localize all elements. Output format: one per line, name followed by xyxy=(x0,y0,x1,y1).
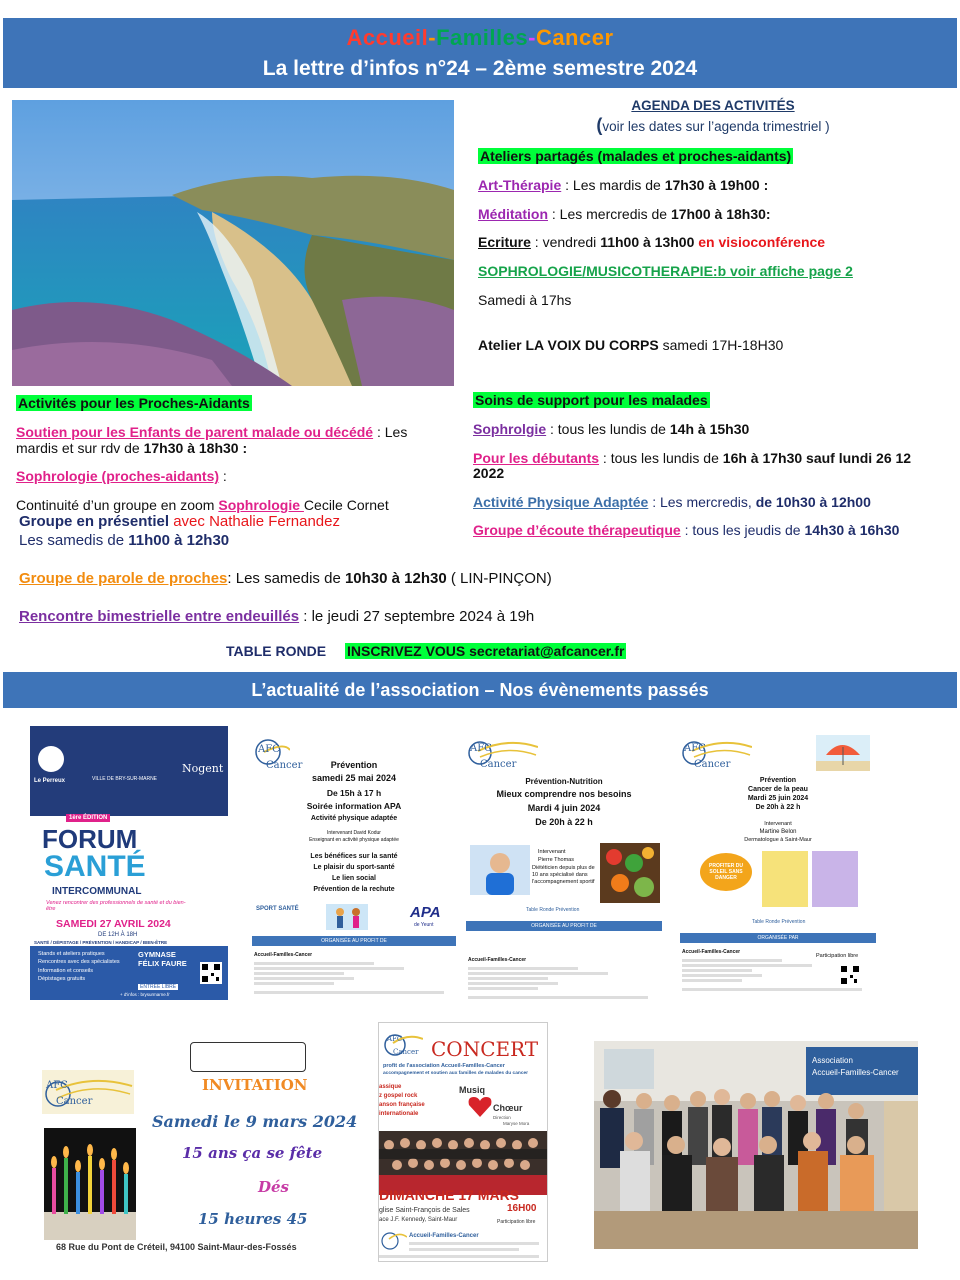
edition-badge: 1ère ÉDITION xyxy=(66,814,110,822)
soutien-enfants-line2: mardis et sur rdv de 17h30 à 18h30 : xyxy=(16,440,248,456)
soins-debutants-year: 2022 xyxy=(473,465,505,481)
invitation-date: Samedi le 9 mars 2024 xyxy=(152,1112,358,1131)
sophrologie-zoom-link[interactable]: Sophrologie xyxy=(218,497,304,513)
brand-part: Cancer xyxy=(535,25,614,50)
soins-support-title: Soins de support pour les malades xyxy=(475,392,708,408)
entree-libre: ENTRÉE LIBRE xyxy=(140,984,177,990)
groupe-presentiel: Groupe en présentiel avec Nathalie Fernandez xyxy=(19,513,340,530)
poster-enseignant: Enseignant en activité physique adaptée xyxy=(309,837,399,843)
poster-subtitle: Cancer de la peau xyxy=(748,786,808,793)
agenda-sophro-musico xyxy=(478,263,853,279)
groupe-ecoute-link[interactable]: Groupe d’écoute thérapeutique xyxy=(473,522,681,538)
assoc-details xyxy=(468,965,660,1001)
agenda-subtitle: (voir les dates sur l’agenda trimestriel ) xyxy=(596,115,830,135)
poster-activite: Activité physique adaptée xyxy=(310,815,398,822)
concert-genres: assique z gospel rock anson française internationale xyxy=(379,1084,425,1117)
forum-sante-poster xyxy=(30,726,228,1000)
organise-bar: ORGANISÉE AU PROFIT DE xyxy=(252,936,456,946)
poster-title: Prévention xyxy=(759,777,797,784)
ecriture-link[interactable]: Ecriture xyxy=(478,234,531,250)
concert-sub: accompagnement et soutien aux familles de malades du cancer xyxy=(383,1071,529,1076)
info-panel xyxy=(812,851,858,907)
afc-logo-text: AFC xyxy=(387,1035,403,1043)
group-photo-sign: Association xyxy=(812,1056,853,1065)
exercise-illustration xyxy=(322,900,372,934)
invitation-line: Dés xyxy=(258,1178,289,1196)
town-name: Le Perreux xyxy=(34,778,66,784)
birthday-candles-image xyxy=(44,1128,136,1240)
apa-link[interactable]: Activité Physique Adaptée xyxy=(473,494,649,510)
poster-date: Mardi 4 juin 2024 xyxy=(527,803,601,813)
intervenant-name: Martine Belon xyxy=(759,829,797,835)
choir-photo xyxy=(379,1131,547,1195)
soins-debutants: Pour les débutants : tous les lundis de 16h à 17h30 sauf lundi 26 12 xyxy=(473,450,912,466)
musique-word: Musiq xyxy=(459,1085,485,1095)
rencontre-endeuilles: Rencontre bimestrielle entre endeuillés : le jeudi 27 septembre 2024 à 19h xyxy=(19,608,535,625)
agenda-ecriture: Ecriture : vendredi 11h00 à 13h00 en visioconférence xyxy=(478,234,826,250)
soins-sophrologie: Sophrolgie : tous les lundis de 14h à 15h30 xyxy=(473,421,750,437)
assoc-details xyxy=(409,1242,539,1245)
afc-logo xyxy=(42,1070,134,1114)
forum-topics: SANTÉ / DÉPISTAGE / PRÉVENTION / HANDICAP / BIEN-ÊTRE xyxy=(34,940,168,945)
invitation-line: 15 ans ça se fête xyxy=(182,1144,323,1162)
assoc-name: Accueil-Familles-Cancer xyxy=(254,952,313,958)
poster-soiree: Soirée information APA xyxy=(306,801,402,811)
intervenant-role: Dermatologue à Saint-Maur xyxy=(744,837,812,843)
inscription-email[interactable]: INSCRIVEZ VOUS secretariat@afcancer.fr xyxy=(347,643,625,659)
news-banner: L’actualité de l’association – Nos évènements passés xyxy=(3,672,957,708)
sante-word: SANTÉ xyxy=(44,850,146,883)
concert-date: DIMANCHE 17 MARS xyxy=(379,1187,520,1203)
organise-bar: ORGANISÉE AU PROFIT DE xyxy=(466,921,662,931)
forum-infos: + d'infos : brysurmarne.fr xyxy=(120,992,170,997)
vegetables-photo xyxy=(600,843,660,903)
choeur-word: Chœur xyxy=(493,1103,523,1113)
afc-logo-text: Cancer xyxy=(56,1096,93,1107)
sophrologie-malades-link[interactable]: Sophrolgie xyxy=(473,421,547,437)
invitation-line: 15 heures 45 xyxy=(198,1210,308,1228)
gym-name: FÉLIX FAURE xyxy=(138,959,187,968)
forum-tagline: Venez rencontrer des professionnels de santé et du bien-être xyxy=(46,900,186,912)
gym-name: GYMNASE xyxy=(138,950,176,959)
beach-umbrella-image xyxy=(816,735,870,771)
poster-hours: De 20h à 22 h xyxy=(755,804,801,811)
table-ronde-label: TABLE RONDE xyxy=(226,643,327,659)
forum-date: SAMEDI 27 AVRIL 2024 xyxy=(56,918,171,930)
table-ronde-label: Table Ronde Prévention xyxy=(526,907,580,913)
agenda-samedi: Samedi à 17hs xyxy=(478,292,572,308)
town-name: Nogent xyxy=(182,762,224,775)
afc-logo-text: Cancer xyxy=(694,759,731,770)
profiter-soleil-badge: PROFITER DU SOLEIL SANS DANGER xyxy=(700,853,752,891)
sophrologie-proches: Sophrologie (proches-aidants) : xyxy=(16,468,227,484)
forum-items: Stands et ateliers pratiques Rencontres avec des spécialistes Information et conseils Dépistages gratuits xyxy=(38,951,120,982)
intervenant-name: Pierre Thomas xyxy=(538,857,574,863)
invitation-address: 68 Rue du Pont de Créteil, 94100 Saint-Maur-des-Fossés xyxy=(56,1242,297,1252)
agenda-title: AGENDA DES ACTIVITÉS xyxy=(631,98,795,113)
poster-intervenant: Intervenant David Kodur xyxy=(327,830,381,836)
organise-bar: ORGANISÉE PAR xyxy=(680,933,876,943)
afc-logo xyxy=(381,1229,407,1251)
speaker-photo xyxy=(470,845,530,895)
coast-landscape-photo xyxy=(12,100,454,386)
nutrition-poster xyxy=(466,733,662,1008)
sport-sante-logo: SPORT SANTÉ xyxy=(256,906,299,912)
apa-poster xyxy=(252,730,456,1010)
poster-date: samedi 25 mai 2024 xyxy=(311,773,397,783)
brand-title xyxy=(3,25,957,51)
poster-hours: De 15h à 17 h xyxy=(326,788,382,798)
table-ronde-label: Table Ronde Prévention xyxy=(752,919,806,925)
soins-ecoute: Groupe d’écoute thérapeutique : tous les jeudis de 14h30 à 16h30 xyxy=(473,522,900,538)
concert-title: CONCERT xyxy=(431,1037,539,1061)
group-photo xyxy=(594,1041,918,1249)
intercommunal-word: INTERCOMMUNAL xyxy=(52,886,142,897)
newsletter-subtitle: La lettre d’infos n°24 – 2ème semestre 2024 xyxy=(262,57,698,80)
forum-hours: DE 12H À 18H xyxy=(98,932,138,938)
concert-poster xyxy=(378,1022,548,1262)
poster-subtitle: Mieux comprendre nos besoins xyxy=(496,789,632,799)
agenda-voix-du-corps: Atelier LA VOIX DU CORPS samedi 17H-18H30 xyxy=(478,337,784,353)
soutien-enfants-line1: Soutien pour les Enfants de parent malade ou décédé : Les xyxy=(16,424,408,440)
assoc-details xyxy=(409,1248,519,1251)
invitation-title: INVITATION xyxy=(202,1076,308,1094)
brand-part: - xyxy=(428,25,437,50)
sophrologie-proches-link[interactable]: Sophrologie (proches-aidants) xyxy=(16,468,220,484)
intervenant-desc: Diététicien depuis plus de 10 ans spécialisé dans l'accompagnement sportif xyxy=(532,865,595,886)
brand-part: Familles xyxy=(436,25,529,50)
intervenant-label: Intervenant xyxy=(764,821,792,827)
assoc-name: Accueil-Familles-Cancer xyxy=(409,1233,479,1239)
apa-logo-sub: de Yeunt xyxy=(414,922,434,928)
afc-logo-text: Cancer xyxy=(480,759,517,770)
forum-word: FORUM xyxy=(42,824,138,854)
assoc-details xyxy=(682,957,832,993)
apa-logo: APA xyxy=(410,904,441,921)
groupe-parole: Groupe de parole de proches: Les samedis de 10h30 à 12h30 ( LIN-PINÇON) xyxy=(19,570,552,587)
invitation-poster xyxy=(40,1040,360,1262)
town-name: VILLE DE BRY-SUR-MARNE xyxy=(92,776,158,782)
afc-logo-text: AFC xyxy=(46,1080,68,1091)
newsletter-header xyxy=(3,18,957,88)
samedis-presentiel: Les samedis de 11h00 à 12h30 xyxy=(19,532,230,549)
participation-libre: Participation libre xyxy=(497,1219,536,1225)
proches-aidants-title: Activités pour les Proches-Aidants xyxy=(18,395,250,411)
concert-profit: profit de l'association Accueil-Familles-Cancer xyxy=(383,1063,505,1069)
continuite-zoom: Continuité d’un groupe en zoom Sophrologie Cecile Cornet xyxy=(16,497,389,513)
ateliers-partages-title: Ateliers partagés (malades et proches-aidants) xyxy=(480,148,792,164)
art-therapie-link[interactable]: Art-Thérapie xyxy=(478,177,562,193)
agenda-art-therapie: Art-Thérapie : Les mardis de 17h30 à 19h00 : xyxy=(478,177,769,193)
afc-logo-text: AFC xyxy=(258,744,280,755)
afc-logo-text: AFC xyxy=(684,743,706,754)
direction-label: Direction xyxy=(493,1115,511,1120)
agenda-meditation: Méditation : Les mercredis de 17h00 à 18h30: xyxy=(478,206,771,222)
groupe-parole-link[interactable]: Groupe de parole de proches xyxy=(19,570,228,587)
poster-title: Prévention-Nutrition xyxy=(525,777,603,786)
poster-benefits: Les bénéfices sur la santé Le plaisir du sport-santé Le lien social Prévention de la rechute xyxy=(310,853,398,893)
intervenant-label: Intervenant xyxy=(538,849,566,855)
soutien-enfants-link[interactable]: Soutien pour les Enfants de parent malade ou décédé xyxy=(16,424,374,440)
rencontre-endeuilles-link[interactable]: Rencontre bimestrielle entre endeuillés xyxy=(19,608,300,625)
poster-date: Mardi 25 juin 2024 xyxy=(747,795,809,802)
agenda-section xyxy=(478,98,948,136)
afc-logo-text: Cancer xyxy=(393,1048,419,1056)
heart-icon xyxy=(467,1095,493,1119)
meditation-link[interactable]: Méditation xyxy=(478,206,548,222)
group-photo-sign: Accueil-Familles-Cancer xyxy=(812,1068,899,1077)
brand-part: - xyxy=(528,25,536,50)
poster-hours: De 20h à 22 h xyxy=(535,817,593,827)
concert-place: glise Saint-François de Sales xyxy=(379,1207,470,1214)
assoc-details xyxy=(254,960,452,996)
participation-libre: Participation libre xyxy=(816,953,859,959)
info-panel xyxy=(762,851,808,907)
afc-logo-text: Cancer xyxy=(266,760,303,771)
cancer-peau-poster xyxy=(680,733,876,1003)
qr-code-icon xyxy=(200,962,222,984)
assoc-details xyxy=(379,1255,539,1258)
blank-box xyxy=(190,1042,306,1072)
assoc-name: Accueil-Familles-Cancer xyxy=(468,957,527,963)
director-name: Maryse Mora xyxy=(503,1121,530,1126)
debutants-link[interactable]: Pour les débutants xyxy=(473,450,600,466)
concert-time: 16H00 xyxy=(507,1203,537,1214)
concert-street: ace J.F. Kennedy, Saint-Maur xyxy=(379,1217,458,1223)
soins-apa: Activité Physique Adaptée : Les mercredis, de 10h30 à 12h00 xyxy=(473,494,871,510)
poster-title: Prévention xyxy=(330,760,378,770)
qr-code-icon xyxy=(840,965,860,985)
sophro-musico-link[interactable]: SOPHROLOGIE/MUSICOTHERAPIE:b voir affiche page 2 xyxy=(478,263,853,279)
brand-part: Accueil xyxy=(346,25,429,50)
le-perreux-logo xyxy=(38,746,64,772)
assoc-name: Accueil-Familles-Cancer xyxy=(682,949,741,955)
afc-logo-text: AFC xyxy=(470,743,492,754)
